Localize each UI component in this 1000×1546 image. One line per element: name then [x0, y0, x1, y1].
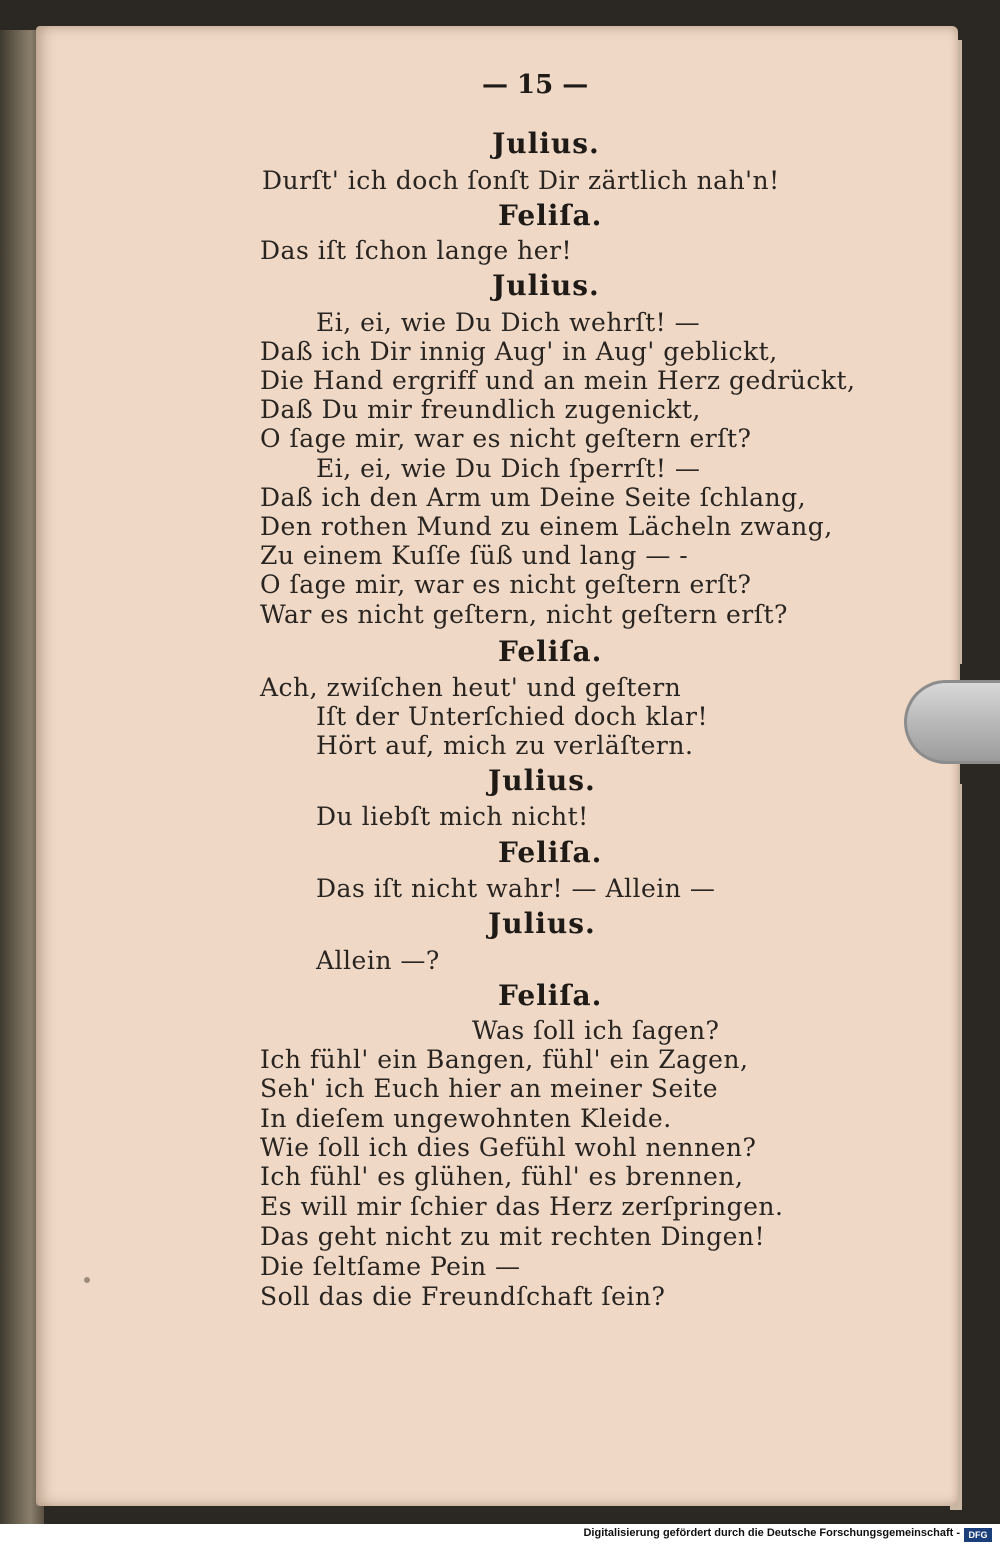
footer-credit: Digitalisierung gefördert durch die Deutsche Forschungsgemeinschaft - [583, 1527, 960, 1539]
verse-line: Wie ſoll ich dies Gefühl wohl nennen? [260, 1133, 757, 1162]
verse-line: Allein —? [316, 946, 440, 975]
verse-line: Ei, ei, wie Du Dich ſperrſt! — [316, 454, 701, 483]
speaker-name: Feliſa. [498, 199, 603, 232]
verse-line: Ich fühl' ein Bangen, fühl' ein Zagen, [260, 1045, 749, 1074]
verse-line: In dieſem ungewohnten Kleide. [260, 1104, 672, 1133]
verse-line: Ich fühl' es glühen, fühl' es brennen, [260, 1162, 744, 1191]
verse-line: Das iſt nicht wahr! — Allein — [316, 874, 716, 903]
verse-line: Das iſt ſchon lange her! [260, 236, 573, 265]
verse-line: Zu einem Kuſſe ſüß und lang — - [260, 541, 689, 570]
speaker-name: Feliſa. [498, 635, 603, 668]
verse-line: Seh' ich Euch hier an meiner Seite [260, 1074, 719, 1103]
speaker-name: Julius. [492, 127, 600, 160]
verse-line: Hört auf, mich zu verläſtern. [316, 731, 694, 760]
verse-line: Das geht nicht zu mit rechten Dingen! [260, 1222, 766, 1251]
verse-line: Die ſeltſame Pein — [260, 1252, 521, 1281]
verse-line: Ach, zwiſchen heut' und geſtern [260, 673, 682, 702]
verse-line: Du liebſt mich nicht! [316, 802, 589, 831]
verse-line: O ſage mir, war es nicht geſtern erſt? [260, 570, 752, 599]
verse-line: Ei, ei, wie Du Dich wehrſt! — [316, 308, 701, 337]
verse-line: War es nicht geſtern, nicht geſtern erſt? [260, 600, 788, 629]
verse-line: Soll das die Freundſchaft ſein? [260, 1282, 666, 1311]
verse-line: Iſt der Unterſchied doch klar! [316, 702, 709, 731]
paper-speck [84, 1277, 90, 1283]
footer-bar [0, 1524, 1000, 1546]
verse-line: Den rothen Mund zu einem Lächeln zwang, [260, 512, 833, 541]
verse-line: Daß Du mir freundlich zugenickt, [260, 395, 701, 424]
page-number: — 15 — [482, 70, 589, 100]
verse-line: Daß ich Dir innig Aug' in Aug' geblickt, [260, 337, 778, 366]
speaker-name: Feliſa. [498, 836, 603, 869]
speaker-name: Feliſa. [498, 979, 603, 1012]
verse-line: Durſt' ich doch ſonſt Dir zärtlich nah'n! [262, 166, 780, 195]
verse-line: Es will mir ſchier das Herz zerſpringen. [260, 1192, 784, 1221]
verse-line: Was ſoll ich ſagen? [472, 1016, 720, 1045]
verse-line: O ſage mir, war es nicht geſtern erſt? [260, 424, 752, 453]
page-tab-marker [904, 680, 1000, 764]
verse-line: Die Hand ergriff und an mein Herz gedrückt, [260, 366, 856, 395]
dfg-logo: DFG [964, 1528, 992, 1542]
speaker-name: Julius. [492, 269, 600, 302]
speaker-name: Julius. [488, 907, 596, 940]
speaker-name: Julius. [488, 764, 596, 797]
verse-line: Daß ich den Arm um Deine Seite ſchlang, [260, 483, 807, 512]
